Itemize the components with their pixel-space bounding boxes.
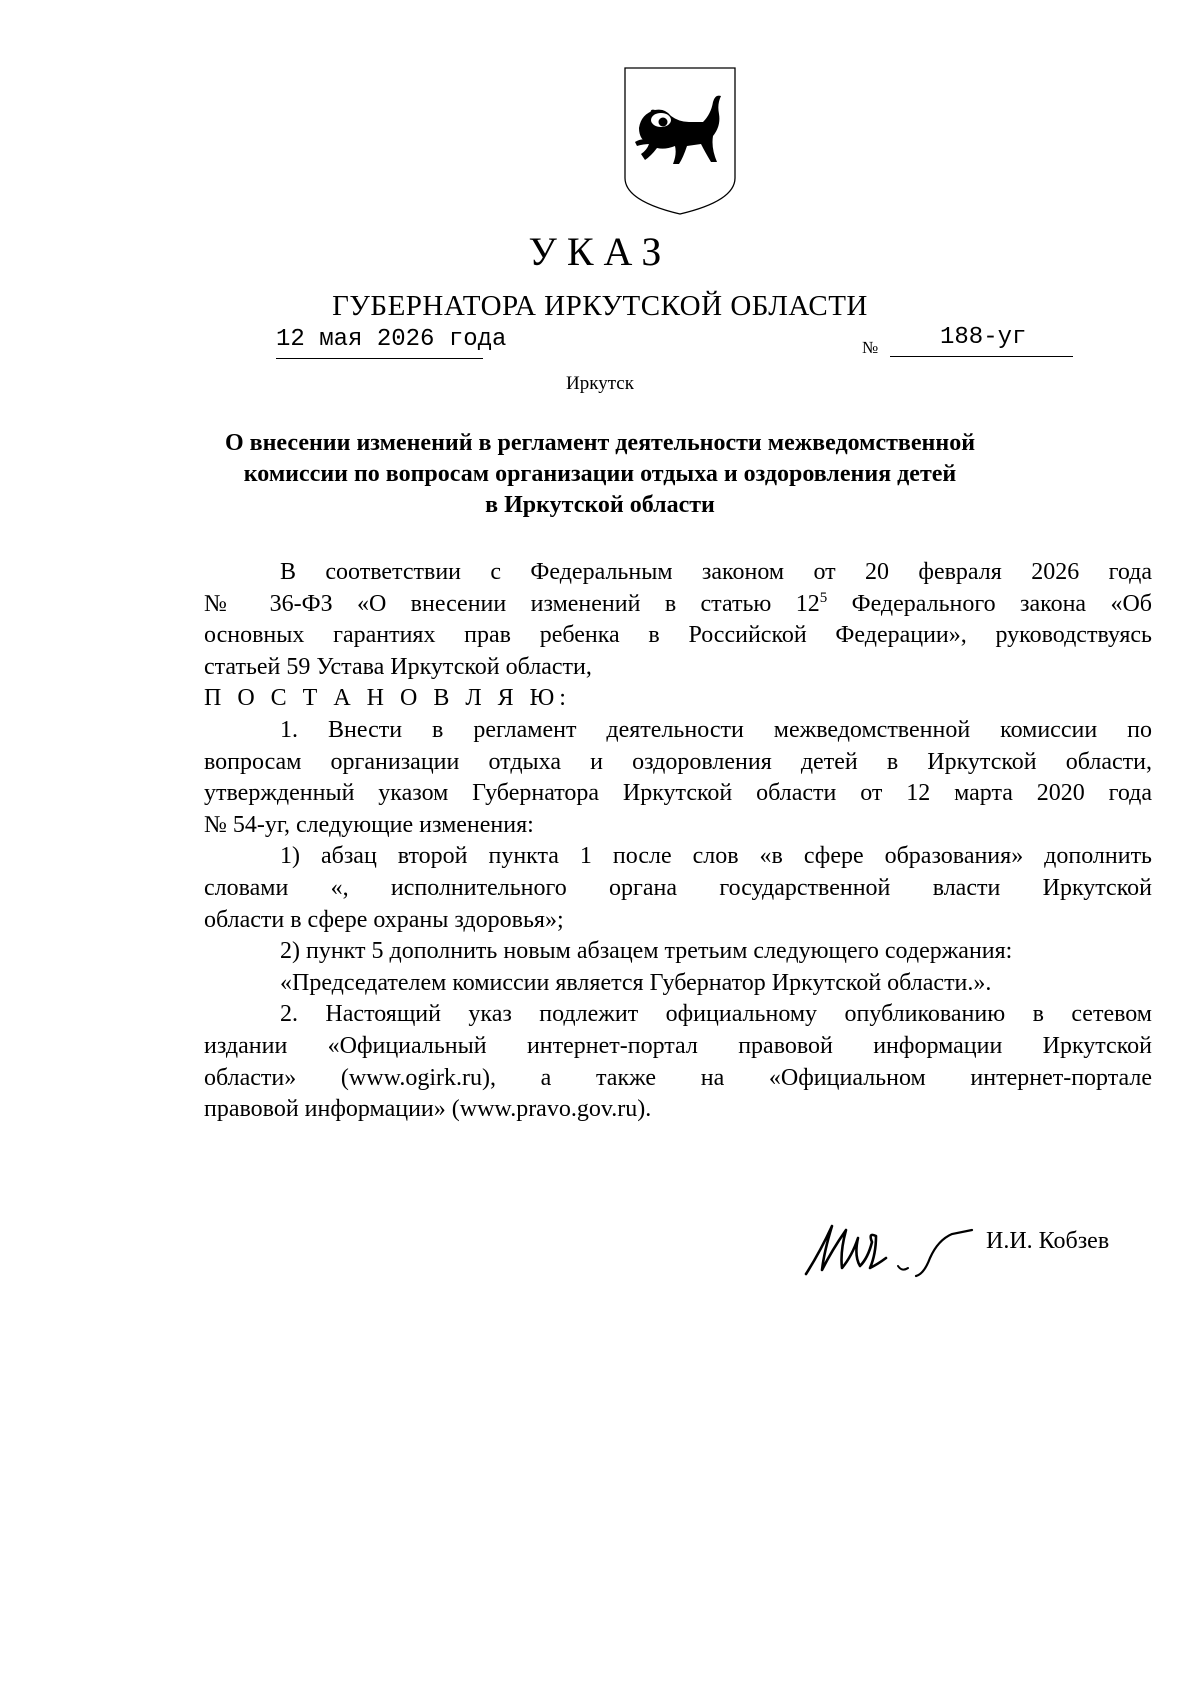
handwritten-signature-icon — [802, 1212, 977, 1284]
signer-name: И.И. Кобзев — [986, 1228, 1110, 1254]
text-line: 2. Настоящий указ подлежит официальному опубликованию в сетевом — [280, 1001, 1152, 1028]
document-heading — [200, 428, 1000, 521]
heading-line: комиссии по вопросам организации отдыха и оздоровления детей — [243, 461, 957, 487]
item-2-paragraph — [204, 999, 1152, 1125]
text-fragment: Федерального закона «Об — [827, 590, 1152, 617]
document-subtitle: ГУБЕРНАТОРА ИРКУТСКОЙ ОБЛАСТИ — [332, 290, 868, 322]
text-line: «Председателем комиссии является Губернатор Иркутской области.». — [280, 969, 992, 996]
number-underline — [890, 356, 1073, 357]
heading-line: О внесении изменений в регламент деятельности межведомственной — [224, 430, 976, 456]
number-sign: № — [862, 338, 879, 357]
coat-of-arms-icon — [621, 66, 739, 216]
decree-word: П О С Т А Н О В Л Я Ю: — [204, 685, 571, 712]
text-line: издании «Официальный интернет-портал правовой информации Иркутской — [204, 1032, 1152, 1059]
text-line: 1. Внести в регламент деятельности межведомственной комиссии по — [280, 716, 1152, 743]
subitem-2-paragraph — [204, 936, 1152, 968]
document-body — [204, 557, 1152, 1126]
superscript: 5 — [819, 589, 828, 606]
text-line: № 54-уг, следующие изменения: — [204, 811, 534, 838]
document-date: 12 мая 2026 года — [276, 326, 507, 353]
document-title: УКАЗ — [528, 229, 672, 274]
text-line: 2) пункт 5 дополнить новым абзацем третьим следующего содержания: — [280, 938, 1013, 965]
document-number: 188-уг — [940, 324, 1027, 351]
text-line: вопросам организации отдыха и оздоровления детей в Иркутской области, — [204, 748, 1152, 775]
text-line: статьей 59 Устава Иркутской области, — [204, 653, 592, 680]
subitem-2-quote — [204, 968, 1152, 1000]
text-line: утвержденный указом Губернатора Иркутской области от 12 марта 2020 года — [204, 780, 1152, 807]
text-fragment: № 36-ФЗ «О внесении изменений в статью 12 — [204, 590, 820, 617]
subitem-1-paragraph — [204, 841, 1152, 936]
intro-paragraph — [204, 557, 1152, 683]
text-line: основных гарантиях прав ребенка в Российской Федерации», руководствуясь — [204, 622, 1152, 649]
document-city: Иркутск — [566, 373, 634, 394]
text-line: области в сфере охраны здоровья»; — [204, 906, 564, 933]
item-1-paragraph — [204, 715, 1152, 841]
text-line: области» (www.ogirk.ru), а также на «Официальном интернет-портале — [204, 1064, 1152, 1091]
text-line — [204, 589, 1152, 621]
text-line: правовой информации» (www.pravo.gov.ru). — [204, 1096, 652, 1123]
heading-line: в Иркутской области — [485, 492, 715, 518]
text-line: В соответствии с Федеральным законом от 20 февраля 2026 года — [280, 559, 1152, 585]
date-underline — [276, 358, 483, 359]
text-line: словами «, исполнительного органа государственной власти Иркутской — [204, 874, 1152, 901]
text-line: 1) абзац второй пункта 1 после слов «в сфере образования» дополнить — [280, 843, 1152, 870]
